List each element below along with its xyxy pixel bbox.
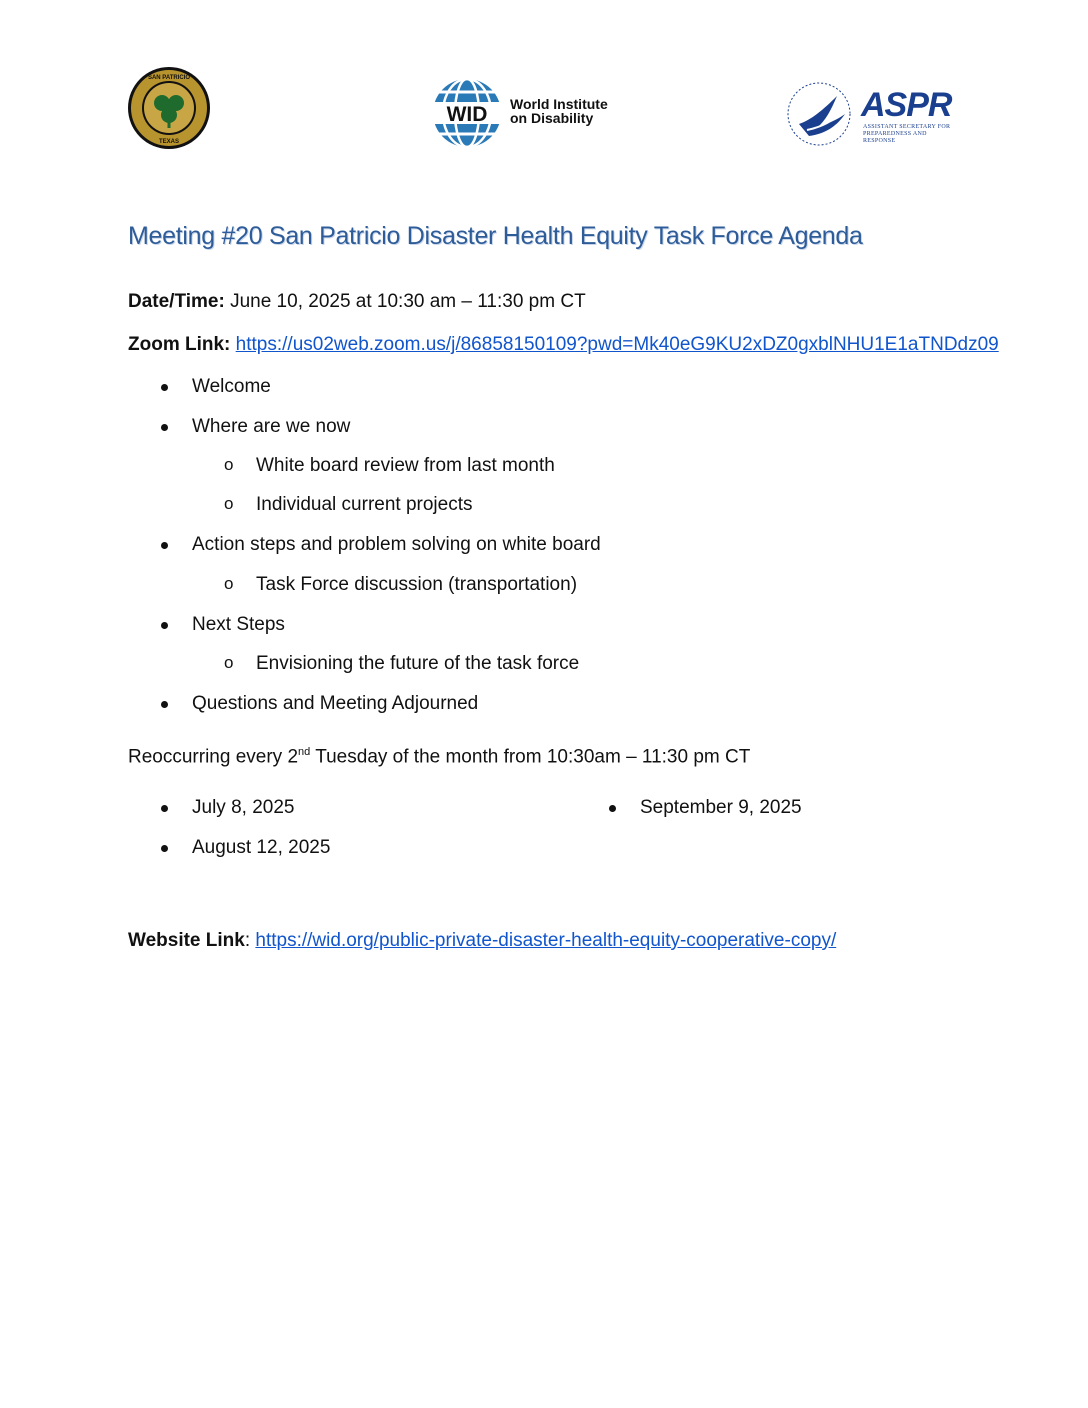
wid-name-line2: on Disability: [510, 110, 594, 126]
bullet-dot: [609, 805, 616, 812]
svg-text:SAN PATRICIO: SAN PATRICIO: [147, 75, 191, 81]
bullet-dot: [161, 701, 168, 708]
website-link[interactable]: https://wid.org/public-private-disaster-health-equity-cooperative-copy/: [255, 930, 837, 951]
bullet-dot: [161, 542, 168, 549]
wid-globe-icon: [432, 78, 504, 148]
agenda-item-action-steps: Action steps and problem solving on white board: [192, 534, 601, 555]
date-item: September 9, 2025: [640, 797, 802, 818]
aspr-abbrev: ASPR: [861, 86, 952, 124]
datetime-label: Date/Time:: [128, 291, 225, 312]
svg-text:TEXAS: TEXAS: [158, 139, 180, 145]
zoom-line: [128, 334, 999, 356]
website-sep: :: [244, 930, 256, 951]
hhs-eagle-icon: [785, 80, 857, 148]
recurring-line: [128, 746, 750, 768]
sub-bullet-circle: o: [224, 574, 234, 593]
website-label: Website Link: [128, 930, 245, 951]
svg-text:WID: WID: [446, 103, 488, 126]
san-patricio-county-seal-logo: [127, 66, 211, 150]
agenda-item-welcome: Welcome: [192, 376, 271, 397]
aspr-logo: [785, 80, 950, 148]
agenda-subitem: Task Force discussion (transportation): [256, 574, 578, 595]
recurring-sup: nd: [298, 746, 311, 758]
world-institute-on-disability-logo: [432, 78, 624, 148]
date-item: July 8, 2025: [192, 797, 295, 818]
agenda-item-questions: Questions and Meeting Adjourned: [192, 693, 479, 714]
recurring-suffix: Tuesday of the month from 10:30am – 11:30 pm CT: [310, 746, 751, 768]
sub-bullet-circle: o: [224, 653, 234, 672]
website-line: [128, 930, 836, 952]
sub-bullet-circle: o: [224, 494, 234, 513]
agenda-subitem: Individual current projects: [256, 494, 473, 515]
agenda-item-where-are-we-now: Where are we now: [192, 416, 351, 437]
bullet-dot: [161, 384, 168, 391]
zoom-link[interactable]: https://us02web.zoom.us/j/86858150109?pwd=Mk40eG9KU2xDZ0gxblNHU1E1aTNDdz09: [235, 334, 999, 355]
bullet-dot: [161, 845, 168, 852]
page-title: Meeting #20 San Patricio Disaster Health Equity Task Force Agenda: [128, 222, 863, 250]
agenda-item-next-steps: Next Steps: [192, 614, 285, 635]
date-item: August 12, 2025: [192, 837, 331, 858]
wid-name-line1: World Institute: [510, 96, 608, 112]
agenda-subitem: Envisioning the future of the task force: [256, 653, 580, 674]
aspr-subtitle: ASSISTANT SECRETARY FOR PREPAREDNESS AND RESPONSE: [863, 124, 951, 144]
agenda-subitem: White board review from last month: [256, 455, 555, 476]
bullet-dot: [161, 424, 168, 431]
sub-bullet-circle: o: [224, 455, 234, 474]
datetime-value: June 10, 2025 at 10:30 am – 11:30 pm CT: [224, 291, 586, 312]
bullet-dot: [161, 805, 168, 812]
datetime-line: [128, 291, 586, 313]
zoom-label: Zoom Link:: [128, 334, 231, 355]
recurring-prefix: Reoccurring every 2: [128, 746, 299, 768]
bullet-dot: [161, 622, 168, 629]
